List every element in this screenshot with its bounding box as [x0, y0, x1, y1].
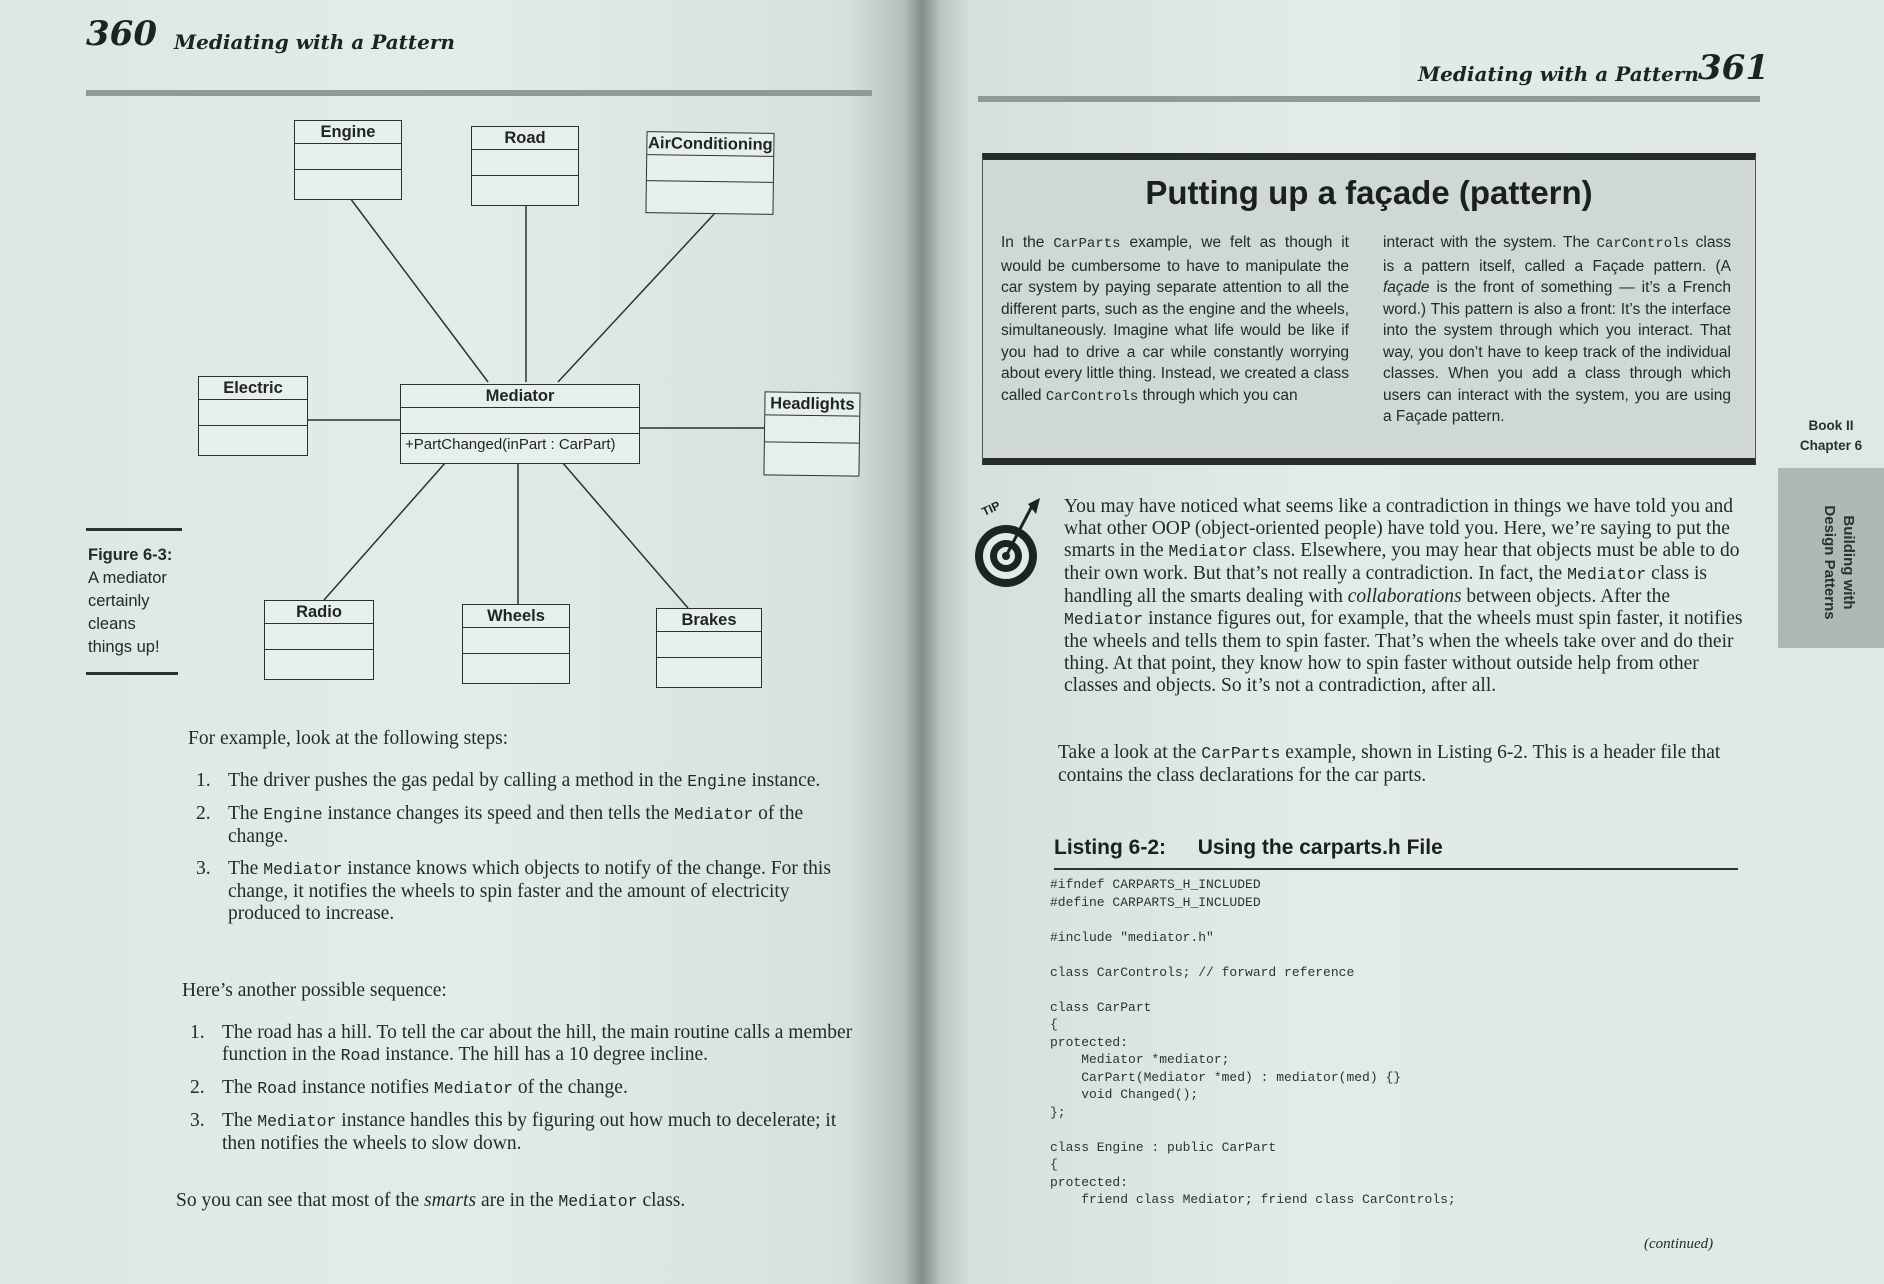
list-item	[190, 1022, 854, 1067]
tab-section-label: Building with Design Patterns	[1821, 505, 1857, 620]
tab-book-label: Book II	[1808, 418, 1854, 433]
sidebar-text: is the front of something — it’s a French word.) This pattern is also a front: It’s the interface into the system through which you interact. That way, you don’t have to keep track of the individual classes. When you add a class through which users can interact with the system, you are using a Façade pattern.	[1383, 279, 1731, 425]
closing-paragraph	[176, 1190, 866, 1213]
left-page	[0, 0, 922, 1284]
paragraph-text: example, shown in Listing 6-2. This is a header file that contains the class declarations for the car parts.	[1058, 742, 1721, 786]
intro-paragraph: For example, look at the following steps:	[188, 728, 509, 749]
another-sequence-paragraph: Here’s another possible sequence:	[182, 980, 447, 1001]
item-text: The	[222, 1077, 258, 1098]
list-item	[196, 858, 856, 925]
tip-code: Mediator	[1064, 610, 1144, 629]
class-operations	[472, 176, 578, 202]
caption-rule-bottom	[86, 672, 178, 675]
class-attributes	[647, 155, 773, 183]
tip-text: class. Elsewhere, you may hear that objects must be able to do their own work. But that’s not really a contradiction. In fact, the	[1064, 540, 1740, 584]
caption-line: cleans	[88, 615, 136, 633]
item-code: Engine	[687, 772, 747, 791]
tip-text: instance figures out, for example, that the wheels must spin faster, it notifies the wheels and tells them to spin faster. That’s when the wheels take over and do their thing. At that point, they know how to spin faster without outside help from other classes and objects. So it’s not a contradiction, after all.	[1064, 608, 1743, 696]
listing-rule	[1054, 868, 1738, 870]
code-line	[1050, 946, 1750, 964]
item-text: of the change.	[228, 803, 804, 847]
class-attributes	[265, 624, 373, 650]
connector-engine	[350, 198, 488, 382]
uml-class-radio	[264, 600, 374, 680]
listing-title: Using the carparts.h File	[1197, 836, 1443, 859]
sidebar-text: interact with the system. The	[1383, 234, 1597, 251]
thumb-tab-book	[1778, 410, 1884, 468]
class-name: Mediator	[401, 385, 639, 408]
item-text: The driver pushes the gas pedal by calling a method in the	[228, 770, 688, 791]
item-number: 2.	[190, 1077, 205, 1098]
code-line: #include "mediator.h"	[1050, 929, 1214, 945]
sidebar-code: CarParts	[1053, 236, 1121, 252]
item-code: Road	[257, 1079, 297, 1098]
class-operation-partchanged: +PartChanged(inPart : CarPart)	[405, 436, 616, 453]
item-text: instance knows which objects to notify of the change. For this change, it notifies the wheels to spin faster and the amount of electricity produced to increase.	[228, 858, 831, 924]
uml-class-mediator	[400, 384, 640, 464]
class-attributes	[295, 144, 401, 170]
class-attributes	[657, 632, 761, 658]
closing-text: class.	[637, 1190, 686, 1211]
closing-emphasis: smarts	[424, 1190, 477, 1211]
tab-chapter-label: Chapter 6	[1799, 438, 1863, 453]
class-name: Electric	[199, 377, 307, 400]
listing-heading	[1054, 836, 1443, 860]
code-line: class CarPart	[1050, 999, 1152, 1015]
item-text: instance.	[746, 770, 821, 791]
code-line: #define CARPARTS_H_INCLUDED	[1050, 894, 1261, 910]
take-a-look-paragraph	[1058, 742, 1738, 787]
paragraph-code: CarParts	[1201, 744, 1281, 763]
continued-note: (continued)	[1644, 1236, 1714, 1252]
code-line: {	[1050, 1157, 1058, 1172]
code-line: #ifndef CARPARTS_H_INCLUDED	[1050, 877, 1261, 892]
connector-radio	[324, 462, 446, 600]
closing-text: So you can see that most of the	[176, 1190, 425, 1211]
code-line	[1050, 1121, 1750, 1139]
list-item	[196, 770, 856, 793]
list-item	[196, 803, 856, 848]
page-number: 361	[1698, 48, 1769, 88]
item-number: 2.	[196, 803, 211, 824]
thumb-tab-section	[1800, 490, 1860, 635]
listing-label: Listing 6-2:	[1054, 836, 1167, 859]
steps-list-2	[190, 1022, 854, 1165]
code-line: };	[1050, 1104, 1066, 1120]
code-line: {	[1050, 1017, 1058, 1032]
sidebar-code: CarControls	[1596, 236, 1689, 252]
item-text: instance notifies	[296, 1077, 434, 1098]
code-line: Mediator *mediator;	[1050, 1052, 1230, 1067]
item-text: The	[228, 858, 264, 879]
item-text: The	[222, 1110, 258, 1131]
class-name: AirConditioning	[647, 132, 773, 157]
class-operations	[463, 654, 569, 680]
tip-paragraph	[1064, 496, 1744, 697]
item-text: The road has a hill. To tell the car about the hill, the main routine calls a member function in the	[222, 1022, 853, 1065]
facade-sidebar	[982, 153, 1756, 465]
class-name: Headlights	[765, 392, 859, 416]
class-attributes	[463, 628, 569, 654]
code-line	[1050, 911, 1750, 929]
tip-text: You may have noticed what seems like a contradiction in things we have told you and what other OOP (object-oriented people) have told you. Here, we’re saying to put the smarts in the	[1064, 496, 1733, 561]
item-code: Mediator	[263, 860, 343, 879]
code-line	[1050, 981, 1750, 999]
item-code: Mediator	[433, 1079, 514, 1098]
tip-code: Mediator	[1168, 542, 1248, 561]
tip-icon-label: TIP	[979, 498, 1003, 519]
item-number: 3.	[190, 1110, 205, 1131]
tip-text: between objects. After the	[1461, 586, 1671, 607]
closing-code: Mediator	[558, 1192, 638, 1211]
steps-list-1	[196, 770, 856, 935]
tip-target-icon	[970, 490, 1050, 600]
class-operations	[295, 170, 401, 196]
class-attributes	[472, 150, 578, 176]
sidebar-text: In the	[1001, 234, 1054, 251]
sidebar-column-2	[1383, 232, 1731, 428]
code-line: protected:	[1050, 1174, 1129, 1190]
item-number: 3.	[196, 858, 211, 879]
uml-class-airconditioning	[645, 131, 774, 215]
tip-text: class is handling all the smarts dealing with	[1064, 563, 1707, 607]
running-head: Mediating with a Pattern	[174, 30, 455, 54]
paragraph-text: Take a look at the	[1058, 742, 1202, 763]
sidebar-text: class is a pattern itself, called a Façade pattern. (A	[1383, 234, 1732, 275]
sidebar-text: example, we felt as though it would be cumbersome to have to manipulate the car system by paying separate attention to all the different parts, such as the engine and the wheels, simultaneously. Imagine what life would be like if you had to drive a car while constantly worrying about every little thing. Instead, we created a class called	[1001, 234, 1349, 404]
class-name: Brakes	[657, 609, 761, 632]
item-text: instance changes its speed and then tells the	[322, 803, 675, 824]
class-attributes	[199, 400, 307, 426]
header-rule	[978, 96, 1760, 102]
sidebar-emphasis: façade	[1383, 279, 1430, 296]
item-text: of the change.	[513, 1077, 628, 1098]
item-text: instance handles this by figuring out how much to decelerate; it then notifies the wheels to slow down.	[222, 1110, 837, 1154]
sidebar-code: CarControls	[1045, 388, 1139, 405]
item-number: 1.	[190, 1022, 205, 1043]
class-name: Wheels	[463, 605, 569, 628]
uml-class-engine	[294, 120, 402, 200]
connector-brakes	[562, 462, 688, 608]
code-line: CarPart(Mediator *med) : mediator(med) {}	[1050, 1069, 1402, 1085]
item-code: Mediator	[257, 1112, 337, 1131]
code-line: protected:	[1050, 1034, 1129, 1050]
closing-text: are in the	[476, 1190, 559, 1211]
code-line: friend class Mediator; friend class CarControls;	[1050, 1192, 1456, 1207]
item-code: Road	[340, 1046, 381, 1065]
uml-class-brakes	[656, 608, 762, 688]
class-operations	[657, 658, 761, 684]
uml-class-wheels	[462, 604, 570, 684]
caption-rule-top	[86, 528, 182, 531]
code-line: void Changed();	[1050, 1087, 1199, 1102]
code-listing	[1050, 876, 1750, 1209]
class-attributes	[765, 415, 859, 443]
tip-emphasis: collaborations	[1347, 586, 1462, 607]
caption-line: A mediator	[88, 569, 167, 587]
tip-code: Mediator	[1567, 565, 1647, 584]
sidebar-column-1	[1001, 232, 1349, 408]
class-name: Road	[472, 127, 578, 150]
caption-line: things up!	[88, 638, 160, 656]
class-operations	[199, 426, 307, 452]
class-name: Radio	[265, 601, 373, 624]
code-line: class Engine : public CarPart	[1050, 1139, 1277, 1155]
uml-class-electric	[198, 376, 308, 456]
item-code: Engine	[263, 805, 323, 824]
item-text: The	[228, 803, 264, 824]
list-item	[190, 1110, 854, 1155]
page-number: 360	[86, 14, 157, 54]
class-name: Engine	[295, 121, 401, 144]
item-text: instance. The hill has a 10 degree incline.	[380, 1044, 708, 1065]
caption-label: Figure 6-3:	[88, 546, 173, 564]
caption-line: certainly	[88, 592, 150, 610]
figure-caption	[88, 544, 198, 659]
item-code: Mediator	[674, 805, 754, 824]
sidebar-title: Putting up a façade (pattern)	[1145, 174, 1593, 211]
class-operations	[647, 181, 773, 210]
uml-class-headlights	[763, 391, 860, 476]
connector-aircon	[558, 212, 716, 382]
class-operations	[265, 650, 373, 676]
running-head: Mediating with a Pattern	[1418, 62, 1699, 86]
sidebar-text: through which you can	[1138, 386, 1298, 404]
item-number: 1.	[196, 770, 211, 791]
uml-class-road	[471, 126, 579, 206]
code-line: class CarControls; // forward reference	[1050, 964, 1355, 980]
class-attributes	[401, 408, 639, 434]
class-operations	[765, 442, 859, 470]
book-gutter	[904, 0, 940, 1284]
list-item	[190, 1077, 854, 1100]
